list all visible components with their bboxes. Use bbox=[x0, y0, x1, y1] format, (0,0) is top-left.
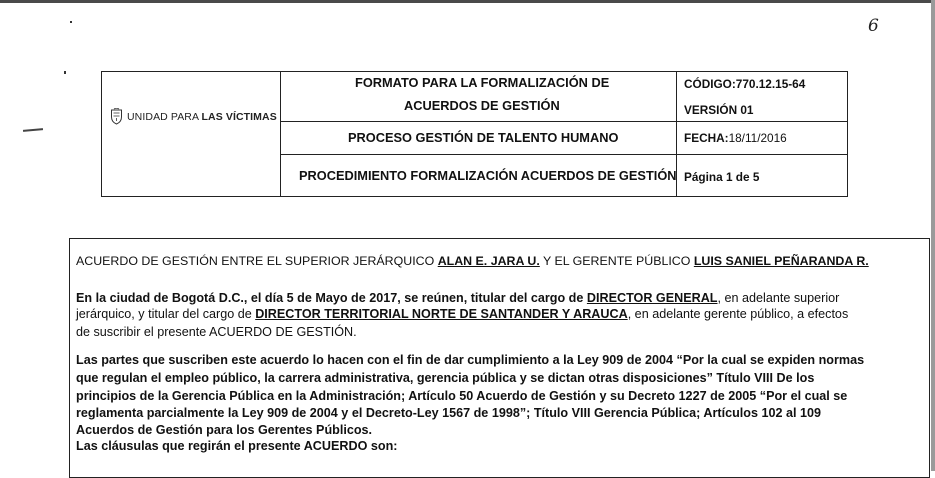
agreement-heading: ACUERDO DE GESTIÓN ENTRE EL SUPERIOR JERÁRQUICO ALAN E. JARA U. Y EL GERENTE PÚBLICO LUIS SANIEL PEÑARANDA R. bbox=[76, 254, 869, 268]
paragraph-line: Las cláusulas que regirán el presente ACUERDO son: bbox=[76, 439, 398, 453]
window-right-border bbox=[931, 0, 935, 471]
superior-role: DIRECTOR GENERAL bbox=[586, 291, 718, 305]
handwritten-page-number: 6 bbox=[868, 16, 879, 36]
header-row-line bbox=[280, 154, 848, 155]
document-code: CÓDIGO:770.12.15-64 bbox=[684, 77, 806, 91]
header-divider bbox=[280, 72, 281, 196]
document-version: VERSIÓN 01 bbox=[684, 103, 754, 117]
paragraph-line: Acuerdos de Gestión para los Gerentes Públicos. bbox=[76, 423, 373, 437]
paragraph-line: que regulan el empleo público, la carrera administrativa, gerencia pública y se dictan otras disposiciones” Título VIII De los bbox=[76, 371, 815, 385]
procedure-name: PROCEDIMIENTO FORMALIZACIÓN ACUERDOS DE GESTIÓN bbox=[299, 168, 677, 183]
superior-name: ALAN E. JARA U. bbox=[437, 254, 540, 268]
format-title-line2: ACUERDOS DE GESTIÓN bbox=[404, 98, 560, 113]
manager-role: DIRECTOR TERRITORIAL NORTE DE SANTANDER Y ARAUCA bbox=[255, 307, 628, 321]
paragraph-line: de suscribir el presente ACUERDO DE GESTIÓN. bbox=[76, 325, 357, 339]
page-indicator: Página 1 de 5 bbox=[684, 170, 760, 184]
document-date: FECHA:18/11/2016 bbox=[684, 131, 787, 145]
document-header-table bbox=[101, 71, 848, 197]
manager-name: LUIS SANIEL PEÑARANDA R. bbox=[693, 254, 869, 268]
paragraph-line: Las partes que suscriben este acuerdo lo hacen con el fin de dar cumplimiento a la Ley 909 de 2004 “Por la cual se expiden normas bbox=[76, 353, 865, 367]
paragraph-line: jerárquico, y titular del cargo de DIRECTOR TERRITORIAL NORTE DE SANTANDER Y ARAUCA, en adelante gerente público, a efectos bbox=[76, 307, 849, 321]
header-row-line bbox=[280, 121, 848, 122]
logo-text: UNIDAD PARA LAS VÍCTIMAS bbox=[127, 110, 277, 123]
process-name: PROCESO GESTIÓN DE TALENTO HUMANO bbox=[348, 130, 619, 145]
paragraph-line: reglamenta parcialmente la Ley 909 de 2004 y el Decreto-Ley 1567 de 1998”; Título VIII Gerencia Pública; Artículos 102 al 109 bbox=[76, 406, 822, 420]
paragraph-line: En la ciudad de Bogotá D.C., el día 5 de Mayo de 2017, se reúnen, titular del cargo de DIRECTOR GENERAL, en adelante superior bbox=[76, 291, 840, 305]
organization-logo bbox=[110, 108, 277, 125]
scan-speck bbox=[70, 21, 72, 23]
window-top-border bbox=[0, 0, 935, 3]
paragraph-line: principios de la Gerencia Pública en la Administración; Artículo 50 Acuerdo de Gestión y su Decreto 1227 de 2005 “Por el cual se bbox=[76, 389, 848, 403]
scan-stroke bbox=[23, 128, 43, 132]
scan-speck bbox=[64, 71, 66, 74]
coat-of-arms-icon bbox=[110, 108, 123, 125]
format-title-line1: FORMATO PARA LA FORMALIZACIÓN DE bbox=[355, 75, 610, 90]
agreement-body bbox=[69, 238, 930, 478]
